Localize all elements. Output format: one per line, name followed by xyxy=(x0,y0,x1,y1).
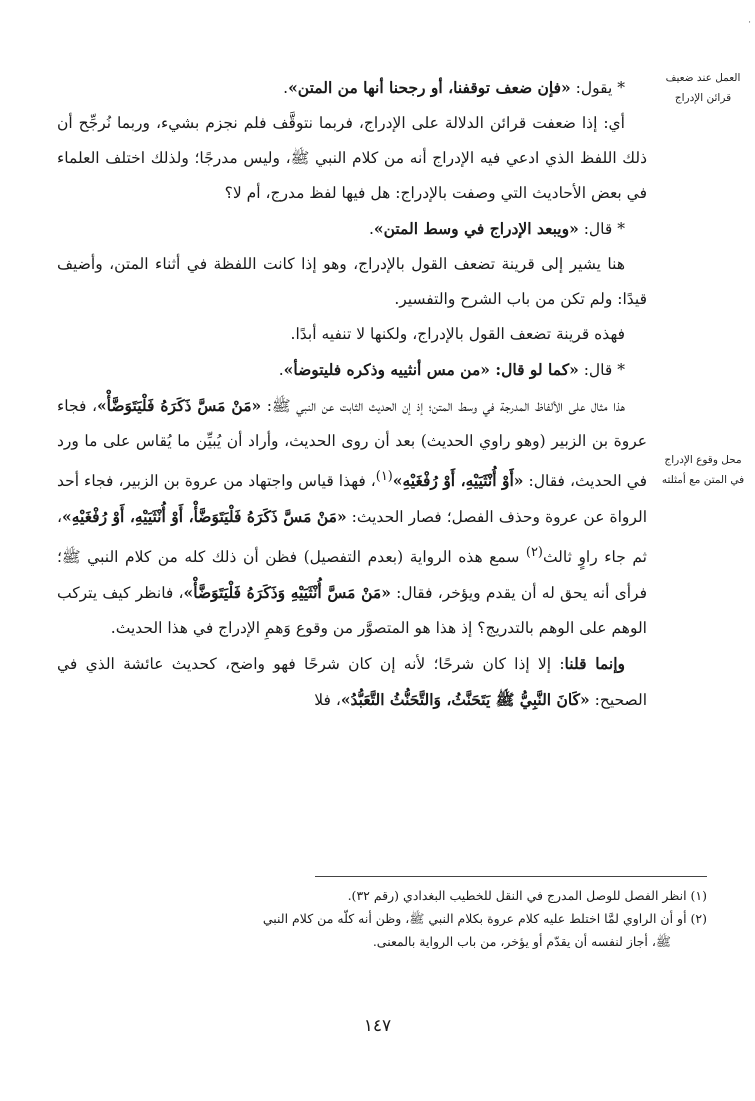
hadith-text: «كَانَ النَّبِيُّ ﷺ يَتَحَنَّثُ، وَالتَّحَنُّثُ التَّعَبُّدُ» xyxy=(340,690,590,710)
paragraph-quote-2: * قال: «ويبعد الإدراج في وسط المتن». xyxy=(368,219,625,238)
lead-phrase: وإنما قلنا xyxy=(564,654,625,674)
paragraph-explanation-3: فهذه قرينة تضعف القول بالإدراج، ولكنها لا تنفيه أبدًا. xyxy=(290,325,625,343)
paragraph-explanation-2: هنا يشير إلى قرينة تضعف القول بالإدراج، وهو إذا كانت اللفظة في أثناء المتن، وأضيف قيدًا: ولم تكن من باب الشرح والتفسير. xyxy=(57,255,647,308)
margin-note-weak-evidence: العمل عند ضعيف قرائن الإدراج xyxy=(665,72,741,104)
hadith-text: «مَنْ مَسَّ ذَكَرَهُ فَلْيَتَوَضَّأْ» xyxy=(96,396,262,415)
paragraph-clarification: وإنما قلنا: إلا إذا كان شرحًا؛ لأنه إن كان شرحًا فهو واضح، كحديث عائشة الذي في الصحيح: «كَانَ النَّبِيُّ ﷺ يَتَحَنَّثُ، وَالتَّحَنُّثُ التَّعَبُّدُ»، فلا xyxy=(57,654,647,710)
footnote-separator xyxy=(315,876,707,877)
footnote-2-continued: ﷺ، أجاز لنفسه أن يقدّم أو يؤخر، من باب الرواية بالمعنى. xyxy=(372,934,671,949)
hadith-text: «أَوْ أُنْثَيَيْهِ، أَوْ رُفْغَيْهِ» xyxy=(392,471,524,491)
paragraph-quote-1: * يقول: «فإن ضعف توقفنا، أو رجحنا أنها من المتن». xyxy=(283,78,625,97)
footnote-ref-2[interactable]: (٢) xyxy=(525,545,543,561)
hadith-text: «مَنْ مَسَّ ذَكَرَهُ فَلْيَتَوَضَّأْ، أَوْ أُنْثَيَيْهِ، أَوْ رُفْغَيْهِ» xyxy=(62,507,347,527)
quoted-text: «ويبعد الإدراج في وسط المتن» xyxy=(373,219,579,238)
quoted-text: «فإن ضعف توقفنا، أو رجحنا أنها من المتن» xyxy=(288,78,571,97)
page-edge-mark: · xyxy=(748,18,751,28)
footnotes xyxy=(57,884,707,953)
footnote-1: (١) انظر الفصل للوصل المدرج في النقل للخطيب البغدادي (رقم ٣٢). xyxy=(347,888,707,903)
main-text xyxy=(57,70,647,718)
quoted-text: «كما لو قال: «من مس أنثييه وذكره فليتوضأ» xyxy=(283,360,579,379)
paragraph-quote-3: * قال: «كما لو قال: «من مس أنثييه وذكره فليتوضأ». xyxy=(278,360,625,379)
margin-note-insertion-location: محل وقوع الإدراج في المتن مع أمثلته xyxy=(661,454,745,486)
footnote-ref-1[interactable]: (١) xyxy=(375,469,393,484)
footnote-2: (٢) أو أن الراوي لمَّا اختلط عليه كلام عروة بكلام النبي ﷺ، وظن أنه كلّه من كلام النبي xyxy=(262,911,707,926)
hadith-text: «مَنْ مَسَّ أُنْثَيَيْهِ وَذَكَرَهُ فَلْيَتَوَضَّأْ» xyxy=(183,583,391,603)
paragraph-explanation-1: أي: إذا ضعفت قرائن الدلالة على الإدراج، فربما نتوقَّف فلم نجزم بشيء، وربما نُرجِّح أن ذلك اللفظ الذي ادعي فيه الإدراج أنه من كلام النبي ﷺ، وليس مدرجًا؛ ولذلك اختلف العلماء في بعض الأحاديث التي وصفت بالإدراج: هل فيها لفظ مدرج، أم لا؟ xyxy=(57,114,647,202)
page-number: ١٤٧ xyxy=(363,1016,392,1036)
paragraph-example: هذا مثال على الألفاظ المدرجة في وسط المتن؛ إذ إن الحديث الثابت عن النبي ﷺ: «مَنْ مَسَّ ذَكَرَهُ فَلْيَتَوَضَّأْ»، فجاء عروة بن الزبير (وهو راوي الحديث) بعد أن روى الحديث، وأراد أن يُبيِّن ما يُقاس على ما ورد في الحديث، فقال: «أَوْ أُنْثَيَيْهِ، أَوْ رُفْغَيْهِ»$^{(١)}$، فهذا قياس واجتهاد من عروة بن الزبير، فجاء أحد الرواة عن عروة وحذف الفصل؛ فصار الحديث: «مَنْ مَسَّ ذَكَرَهُ فَلْيَتَوَضَّأْ، أَوْ أُنْثَيَيْهِ، أَوْ رُفْغَيْهِ»، ثم جاء راوٍ ثالث$^{(٢)}$ سمع هذه الرواية (بعدم التفصيل) فظن أن ذلك كله من كلام النبي ﷺ؛ فرأى أنه يحق له أن يقدم ويؤخر، فقال: «مَنْ مَسَّ أُنْثَيَيْهِ وَذَكَرَهُ فَلْيَتَوَضَّأْ»، فانظر كيف يتركب الوهم على الوهم بالتدريج؟ إذ هذا هو المتصوَّر من وقوع وَهمِ الإدراج في هذا الحديث. xyxy=(57,396,647,638)
